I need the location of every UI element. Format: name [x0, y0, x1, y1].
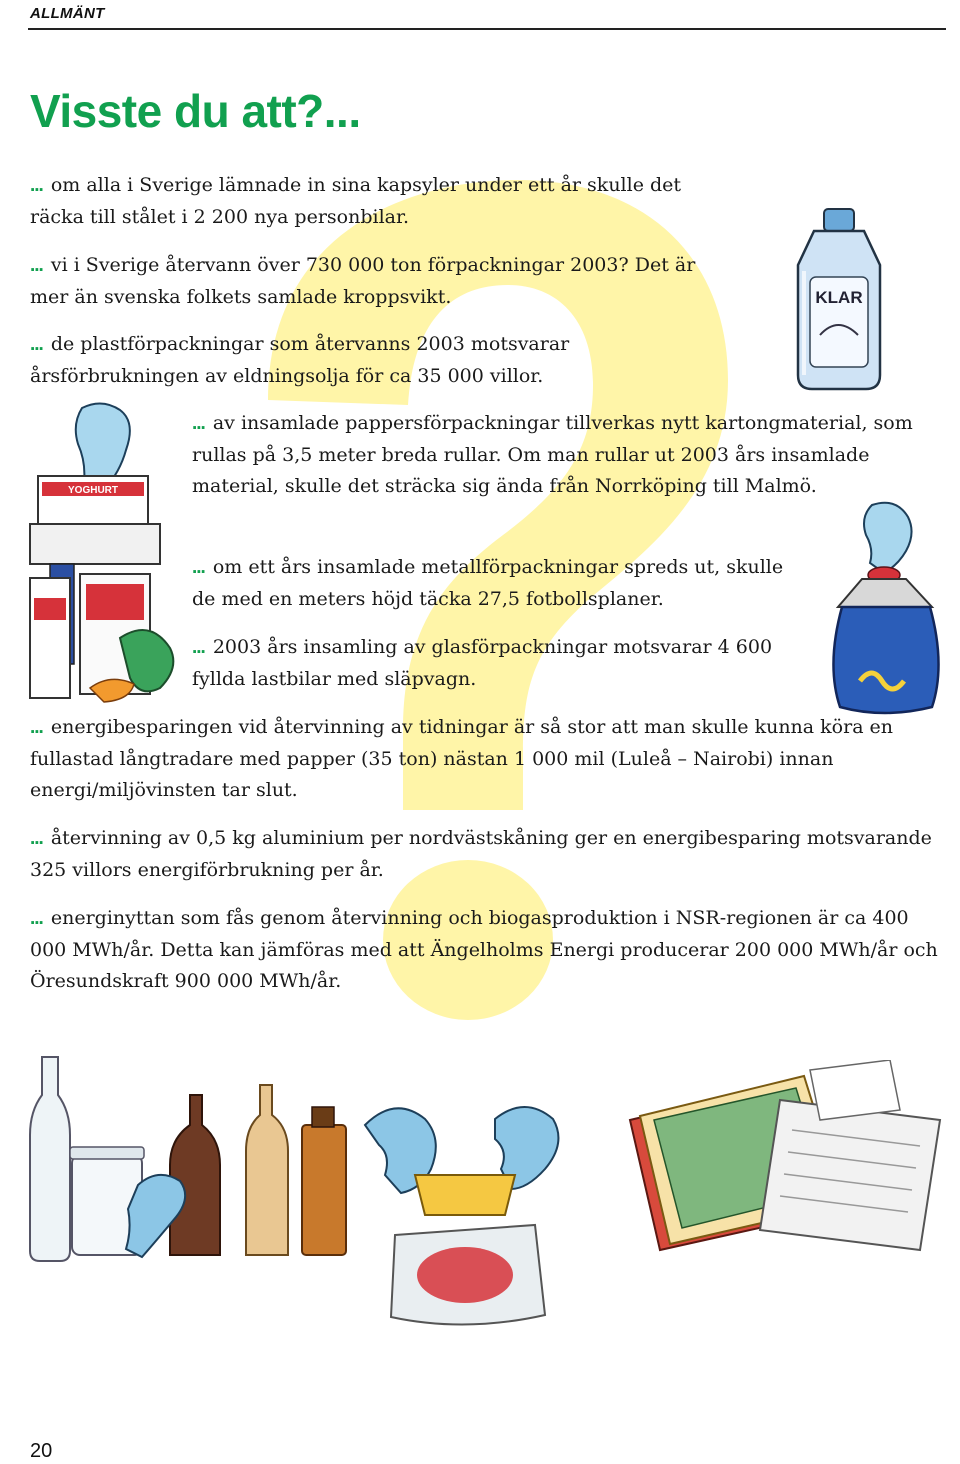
fact-text: 2003 års insamling av glasförpackningar motsvarar 4 600 fyllda lastbilar med släpvagn. [192, 636, 773, 690]
fact-bullet: ... [30, 334, 43, 355]
cartons-illustration [20, 398, 185, 718]
bottle-label-text: KLAR [815, 288, 863, 307]
metal-hands-illustration [345, 1095, 575, 1335]
fact-newspapers [30, 712, 940, 807]
carton-label-text: YOGHURT [68, 485, 118, 496]
fact-energy [30, 903, 940, 998]
fact-bullet: ... [30, 175, 43, 196]
fact-bullet: ... [30, 255, 43, 276]
fact-bullet: ... [30, 908, 43, 929]
fact-caps [30, 170, 720, 233]
fact-text: om ett års insamlade metallförpackningar spreds ut, skulle de med en meters höjd täcka 27,5 fotbollsplaner. [192, 556, 784, 610]
fact-text: återvinning av 0,5 kg aluminium per nordvästskåning ger en energibesparing motsvarande 325 villors energiförbrukning per år. [30, 827, 932, 881]
newspapers-illustration [620, 1060, 955, 1260]
fact-glass [192, 632, 812, 695]
fact-packaging-total [30, 250, 720, 313]
fact-aluminium [30, 823, 940, 886]
page-title: Visste du att?... [30, 85, 361, 137]
fact-bullet: ... [30, 717, 43, 738]
fact-text: om alla i Sverige lämnade in sina kapsyler under ett år skulle det räcka till stålet i 2 200 nya personbilar. [30, 174, 682, 228]
page-number: 20 [30, 1440, 53, 1462]
plastic-bottle-illustration [784, 205, 894, 395]
fact-text: energinyttan som fås genom återvinning och biogasproduktion i NSR-regionen är ca 400 000 MWh/år. Detta kan jämföras med att Ängelholms Energi producerar 200 000 MWh/år och Öresundskraft 900 000 MWh/år. [30, 907, 938, 992]
fact-text: vi i Sverige återvann över 730 000 ton förpackningar 2003? Det är mer än svenska folkets samlade kroppsvikt. [30, 254, 696, 308]
glass-illustration [20, 1055, 360, 1265]
fact-bullet: ... [192, 557, 205, 578]
fact-bullet: ... [30, 828, 43, 849]
fact-text: de plastförpackningar som återvanns 2003 motsvarar årsförbrukningen av eldningsolja för ca 35 000 villor. [30, 333, 570, 387]
fact-text: av insamlade pappersförpackningar tillverkas nytt kartongmaterial, som rullas på 3,5 meter breda rullar. Om man rullar ut 2003 års insamlade material, skulle det sträcka sig ända från Norrköping till Malmö. [192, 412, 913, 497]
fact-plastic [30, 329, 720, 392]
fact-metal [192, 552, 812, 615]
fact-bullet: ... [192, 413, 205, 434]
metal-bag-illustration [822, 495, 957, 725]
fact-paper [192, 408, 952, 503]
header-rule [28, 28, 946, 30]
fact-text: energibesparingen vid återvinning av tidningar är så stor att man skulle kunna köra en fullastad långtradare med papper (35 ton) nästan 1 000 mil (Luleå – Nairobi) innan energi/miljövinsten tar slut. [30, 716, 894, 801]
section-label: ALLMÄNT [30, 5, 105, 22]
fact-bullet: ... [192, 637, 205, 658]
